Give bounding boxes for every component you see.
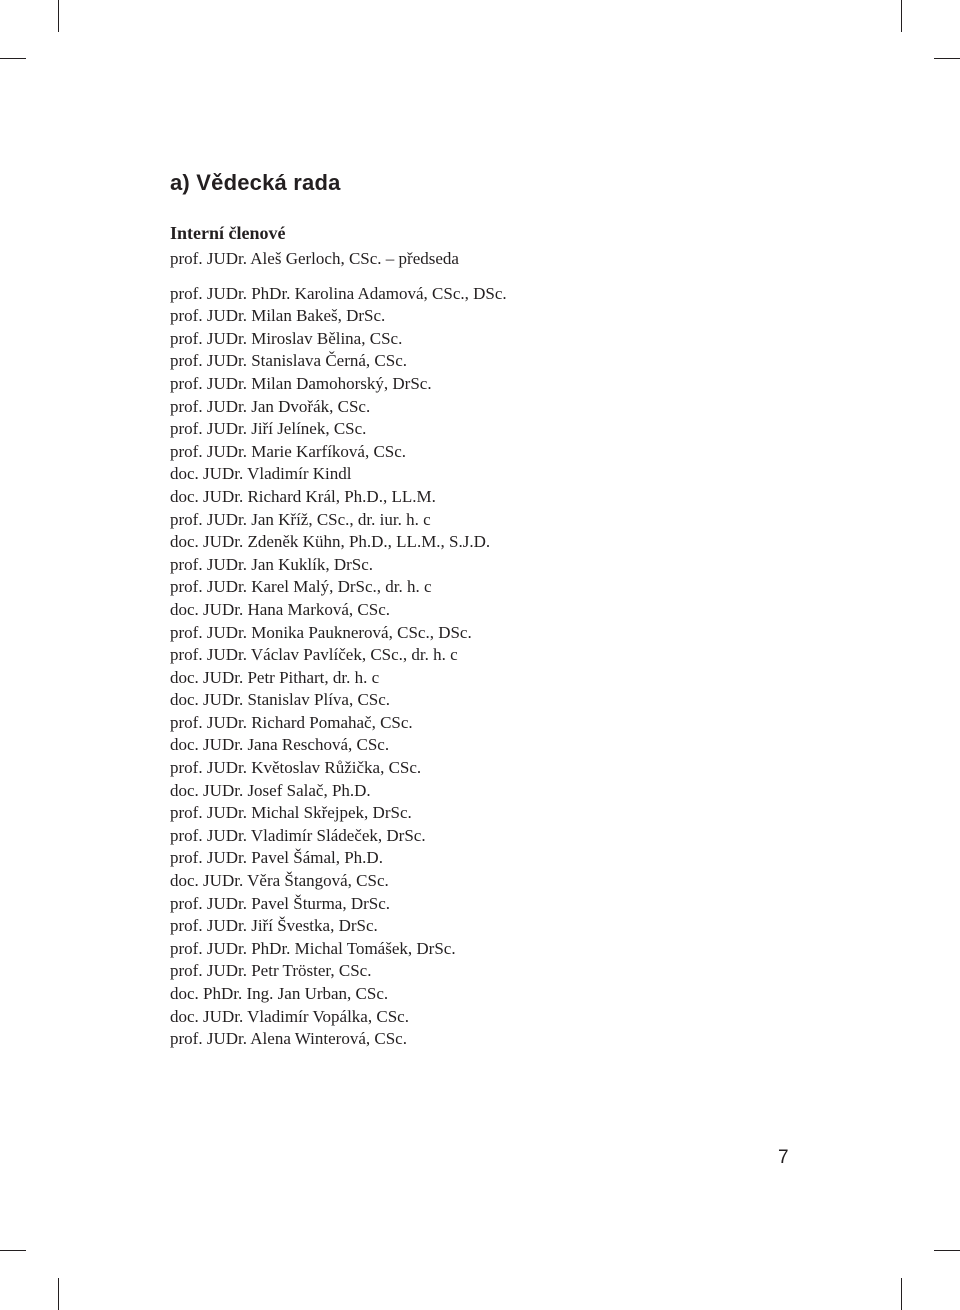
crop-mark-bottom-right-vertical xyxy=(901,1278,902,1310)
member-list-item: prof. JUDr. Milan Damohorský, DrSc. xyxy=(170,373,432,393)
crop-mark-top-left-horizontal xyxy=(0,58,26,59)
member-list-item: doc. JUDr. Hana Marková, CSc. xyxy=(170,599,391,619)
member-list-item: prof. JUDr. Vladimír Sládeček, DrSc. xyxy=(170,825,426,845)
member-list-item: prof. JUDr. PhDr. Michal Tomášek, DrSc. xyxy=(170,938,456,958)
member-list-item: doc. JUDr. Josef Salač, Ph.D. xyxy=(170,780,371,800)
member-list-item: doc. JUDr. Richard Král, Ph.D., LL.M. xyxy=(170,486,436,506)
crop-mark-bottom-left-vertical xyxy=(58,1278,59,1310)
member-list-item: prof. JUDr. Pavel Šturma, DrSc. xyxy=(170,893,391,913)
member-list-item: prof. JUDr. Michal Skřejpek, DrSc. xyxy=(170,803,412,823)
member-list-item: prof. JUDr. Jiří Jelínek, CSc. xyxy=(170,419,367,439)
document-body xyxy=(170,168,870,1051)
member-list-item: doc. JUDr. Vladimír Vopálka, CSc. xyxy=(170,1006,409,1026)
section-title: a) Vědecká rada xyxy=(170,170,341,195)
member-list-item: doc. JUDr. Jana Reschová, CSc. xyxy=(170,735,390,755)
member-list-item: doc. JUDr. Zdeněk Kühn, Ph.D., LL.M., S.J.D. xyxy=(170,532,491,552)
member-list-item: doc. JUDr. Vladimír Kindl xyxy=(170,464,352,484)
member-list-item: prof. JUDr. Jiří Švestka, DrSc. xyxy=(170,916,378,936)
page-number: 7 xyxy=(778,1147,789,1168)
member-list-item: prof. JUDr. Václav Pavlíček, CSc., dr. h. c xyxy=(170,645,458,665)
member-list-item: prof. JUDr. Petr Tröster, CSc. xyxy=(170,961,372,981)
member-list-item: prof. JUDr. Karel Malý, DrSc., dr. h. c xyxy=(170,577,432,597)
member-list-item: prof. JUDr. Miroslav Bělina, CSc. xyxy=(170,328,403,348)
member-list-item: prof. JUDr. Pavel Šámal, Ph.D. xyxy=(170,848,383,868)
member-list-item: prof. JUDr. Marie Karfíková, CSc. xyxy=(170,441,407,461)
crop-mark-top-left-vertical xyxy=(58,0,59,32)
crop-mark-bottom-right-horizontal xyxy=(934,1250,960,1251)
members-subheading: Interní členové xyxy=(170,223,286,243)
chair-entry: prof. JUDr. Aleš Gerloch, CSc. – předseda xyxy=(170,249,459,268)
member-list-item: prof. JUDr. Alena Winterová, CSc. xyxy=(170,1029,407,1049)
member-list-item: prof. JUDr. Monika Pauknerová, CSc., DSc. xyxy=(170,622,472,642)
member-list-item: doc. JUDr. Stanislav Plíva, CSc. xyxy=(170,690,391,710)
member-list-item: prof. JUDr. Květoslav Růžička, CSc. xyxy=(170,758,422,778)
member-list-item: prof. JUDr. Richard Pomahač, CSc. xyxy=(170,712,413,732)
member-list-item: prof. JUDr. Stanislava Černá, CSc. xyxy=(170,351,408,371)
member-list-item: doc. JUDr. Petr Pithart, dr. h. c xyxy=(170,667,380,687)
member-list-item: prof. JUDr. PhDr. Karolina Adamová, CSc., DSc. xyxy=(170,283,507,303)
member-list-item: prof. JUDr. Jan Kříž, CSc., dr. iur. h. c xyxy=(170,509,431,529)
member-list-item: doc. JUDr. Věra Štangová, CSc. xyxy=(170,871,389,891)
member-list-item: doc. PhDr. Ing. Jan Urban, CSc. xyxy=(170,984,389,1003)
members-list xyxy=(170,283,870,1051)
crop-mark-bottom-left-horizontal xyxy=(0,1250,26,1251)
member-list-item: prof. JUDr. Milan Bakeš, DrSc. xyxy=(170,306,386,326)
member-list-item: prof. JUDr. Jan Dvořák, CSc. xyxy=(170,396,371,416)
member-list-item: prof. JUDr. Jan Kuklík, DrSc. xyxy=(170,554,374,574)
crop-mark-top-right-horizontal xyxy=(934,58,960,59)
crop-mark-top-right-vertical xyxy=(901,0,902,32)
